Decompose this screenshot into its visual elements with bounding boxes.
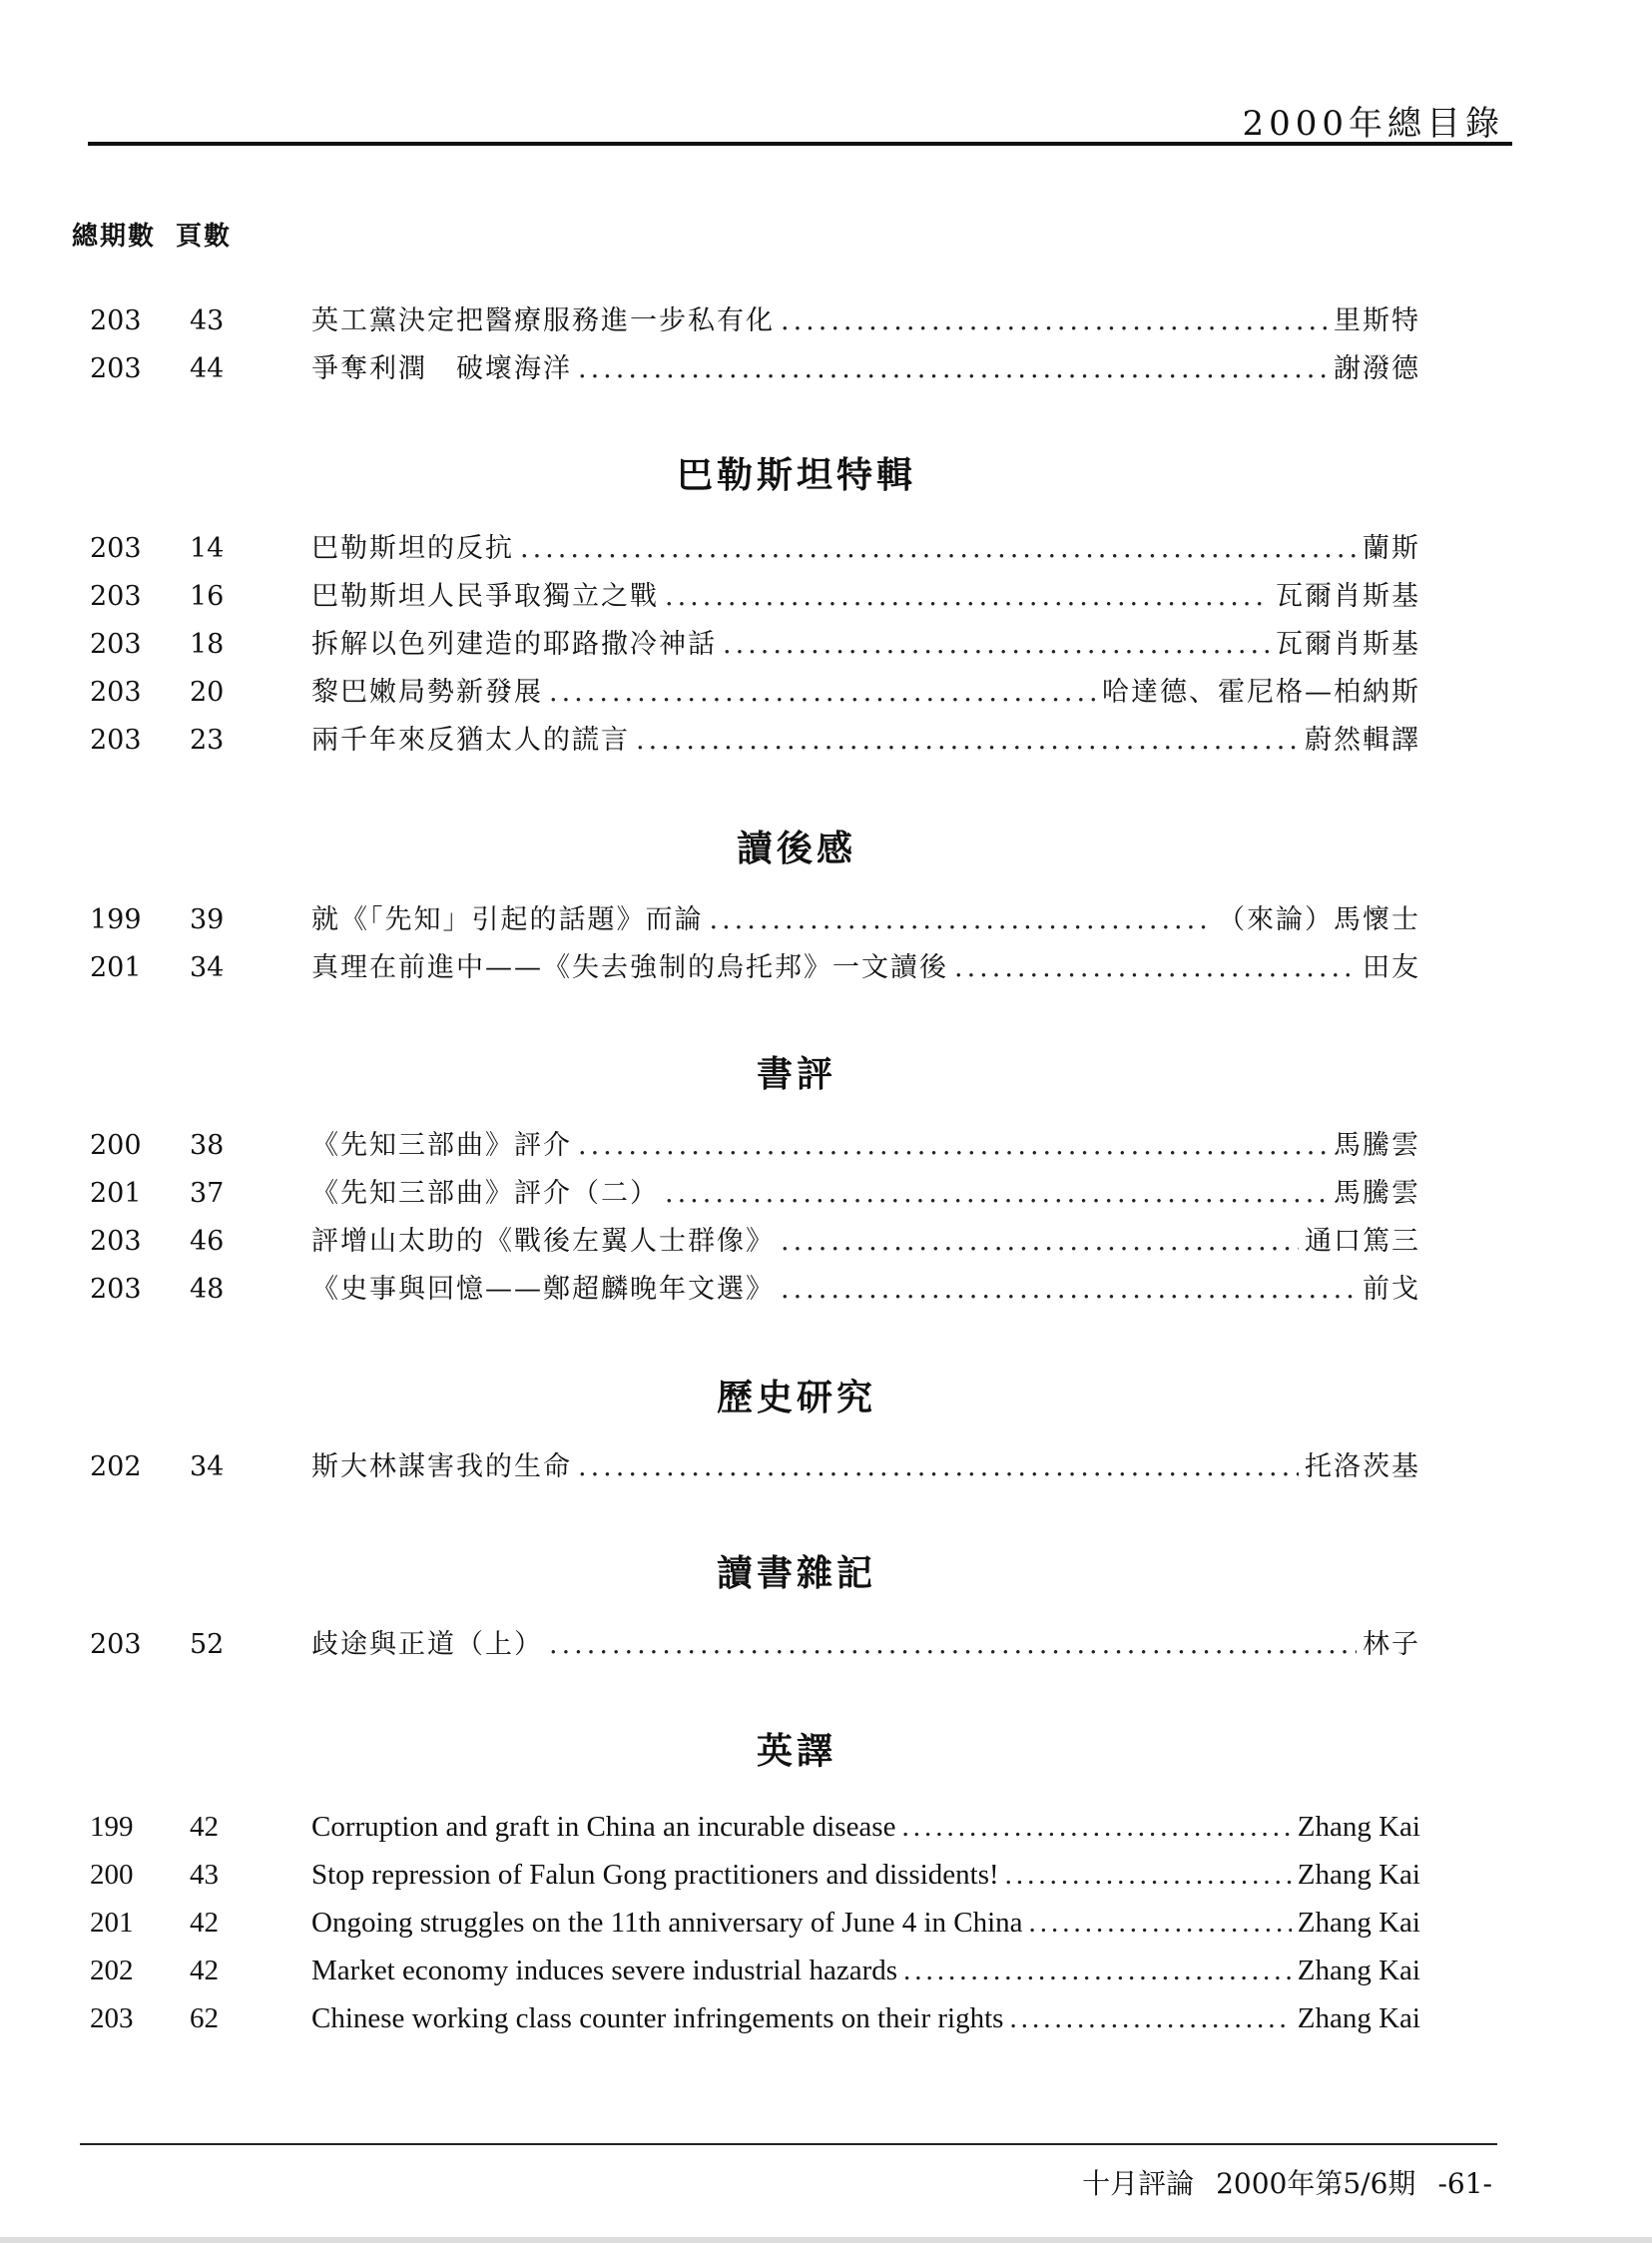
section-heading: 書評 [756,1053,836,1095]
toc-entry [0,575,1652,619]
issue-number: 202 [90,1451,142,1482]
issue-number: 203 [90,629,142,660]
issue-number: 200 [90,1130,142,1161]
page-number: 34 [190,1451,225,1482]
article-title: 《史事與回憶——鄭超麟晚年文選》 [311,1274,775,1305]
page-number: 48 [190,1274,225,1305]
article-author: 謝潑德 [1334,353,1420,384]
issue-number: 203 [90,677,142,708]
dot-leader [901,1805,1291,1849]
dot-leader [665,575,1270,619]
article-author: 馬騰雲 [1334,1130,1420,1161]
toc-entry [0,1268,1652,1312]
issue-number: 203 [90,1274,142,1305]
article-title: 就《「先知」引起的話題》而論 [311,904,704,935]
article-title: 《先知三部曲》評介 [311,1130,572,1161]
toc-entry [0,898,1652,942]
issue-number: 201 [90,1907,134,1939]
dot-leader [636,719,1299,763]
section-heading: 讀後感 [736,828,856,869]
dot-leader [549,1623,1357,1667]
article-title: 兩千年來反猶太人的謊言 [311,725,630,756]
dot-leader [1029,1901,1292,1945]
toc-entry [0,719,1652,763]
article-author: 前戈 [1363,1274,1420,1305]
article-title: Stop repression of Falun Gong practitioners and dissidents! [311,1859,999,1891]
page-number: 18 [190,629,225,660]
section-heading: 讀書雜記 [716,1552,876,1594]
article-title: 真理在前進中——《失去強制的烏托邦》一文讀後 [311,952,948,983]
page-number: 42 [190,1955,219,1986]
article-title: 歧途與正道（上） [311,1629,543,1660]
page-number: 38 [190,1130,225,1161]
section-heading: 歷史研究 [716,1377,876,1418]
article-title: Ongoing struggles on the 11th anniversary of June 4 in China [311,1907,1023,1939]
publication-name: 十月評論 [1082,2167,1195,2200]
header-rule [88,142,1512,146]
running-header-title: 2000年總目錄 [1242,104,1504,144]
issue-label: 2000年第5/6期 [1216,2167,1416,2200]
toc-entry [0,527,1652,571]
dot-leader [723,623,1270,667]
column-headers [72,216,232,253]
page-number: 23 [190,725,225,756]
dot-leader [1005,1853,1292,1897]
toc-entry [0,1949,1652,1992]
toc-entry [0,347,1652,391]
page-number: 42 [190,1907,219,1939]
scan-edge [0,2237,1652,2243]
dot-leader [665,1172,1328,1216]
dot-leader [1009,1996,1291,2040]
article-author: Zhang Kai [1297,1811,1420,1843]
issue-number: 200 [90,1859,134,1891]
article-title: 拆解以色列建造的耶路撒冷神話 [311,629,717,660]
article-author: 林子 [1363,1629,1420,1660]
issue-number: 201 [90,952,142,983]
article-author: 通口篤三 [1305,1226,1420,1257]
page-number: 34 [190,952,225,983]
toc-entry [0,1996,1652,2040]
article-title: 巴勒斯坦人民爭取獨立之戰 [311,581,659,612]
issue-number: 199 [90,904,142,935]
article-author: Zhang Kai [1297,1907,1420,1939]
dot-leader [549,671,1096,715]
article-author: 瓦爾肖斯基 [1276,581,1420,612]
dot-leader [578,1124,1328,1168]
article-title: 斯大林謀害我的生命 [311,1451,572,1482]
toc-entry [0,1805,1652,1849]
toc-entry [0,1853,1652,1897]
page-number: 52 [190,1629,225,1660]
article-title: Chinese working class counter infringements on their rights [311,2002,1004,2034]
article-author: Zhang Kai [1297,1955,1420,1986]
issue-number: 203 [90,725,142,756]
page-number: 16 [190,581,225,612]
page-number: 44 [190,353,225,384]
article-title: 爭奪利潤 破壞海洋 [311,353,572,384]
issue-number: 203 [90,1226,142,1257]
issue-number: 201 [90,1178,142,1209]
dot-leader [520,527,1357,571]
page-number: 62 [190,2002,219,2034]
issue-number: 199 [90,1811,134,1843]
dot-leader [903,1949,1292,1992]
article-title: 巴勒斯坦的反抗 [311,533,514,564]
section-heading: 英譯 [756,1730,836,1772]
page-number: 20 [190,677,225,708]
article-author: 哈達德、霍尼格—柏納斯 [1102,677,1420,708]
page-number: 42 [190,1811,219,1843]
article-author: 蔚然輯譯 [1305,725,1420,756]
toc-entry [0,623,1652,667]
article-title: Market economy induces severe industrial hazards [311,1955,898,1986]
toc-entry [0,1124,1652,1168]
issue-number: 203 [90,353,142,384]
page-number: 46 [190,1226,225,1257]
dot-leader [710,898,1213,942]
issue-number: 203 [90,1629,142,1660]
article-title: 黎巴嫩局勢新發展 [311,677,543,708]
issue-number: 203 [90,2002,134,2034]
page-number: 43 [190,1859,219,1891]
toc-entry [0,1901,1652,1945]
dot-leader [578,1445,1299,1489]
dot-leader [781,299,1328,343]
article-author: 托洛茨基 [1305,1451,1420,1482]
page-number: 43 [190,305,225,336]
page-number: 14 [190,533,225,564]
page-number-footer: -61- [1437,2167,1492,2200]
article-author: 田友 [1363,952,1420,983]
toc-entry [0,1623,1652,1667]
footer-rule [80,2143,1497,2145]
article-author: 里斯特 [1334,305,1420,336]
article-title: Corruption and graft in China an incurable disease [311,1811,896,1843]
dot-leader [781,1268,1357,1312]
toc-entry [0,1445,1652,1489]
article-author: Zhang Kai [1297,2002,1420,2034]
article-author: Zhang Kai [1297,1859,1420,1891]
toc-entry [0,671,1652,715]
article-author: 馬騰雲 [1334,1178,1420,1209]
issue-column-header: 總期數 [72,222,157,252]
page-number: 39 [190,904,225,935]
issue-number: 203 [90,581,142,612]
article-author: 蘭斯 [1363,533,1420,564]
section-heading: 巴勒斯坦特輯 [676,454,916,496]
issue-number: 203 [90,305,142,336]
issue-number: 203 [90,533,142,564]
dot-leader [578,347,1328,391]
toc-entry [0,299,1652,343]
article-title: 《先知三部曲》評介（二） [311,1178,659,1209]
page-number: 37 [190,1178,225,1209]
issue-number: 202 [90,1955,134,1986]
toc-entry [0,946,1652,990]
toc-entry [0,1172,1652,1216]
toc-entry [0,1220,1652,1264]
dot-leader [954,946,1357,990]
article-title: 評增山太助的《戰後左翼人士群像》 [311,1226,775,1257]
page-footer [1082,2162,1492,2202]
article-title: 英工黨決定把醫療服務進一步私有化 [311,305,775,336]
page-column-header: 頁數 [176,222,233,252]
article-author: （來論）馬懷士 [1218,904,1420,935]
dot-leader [781,1220,1299,1264]
article-author: 瓦爾肖斯基 [1276,629,1420,660]
